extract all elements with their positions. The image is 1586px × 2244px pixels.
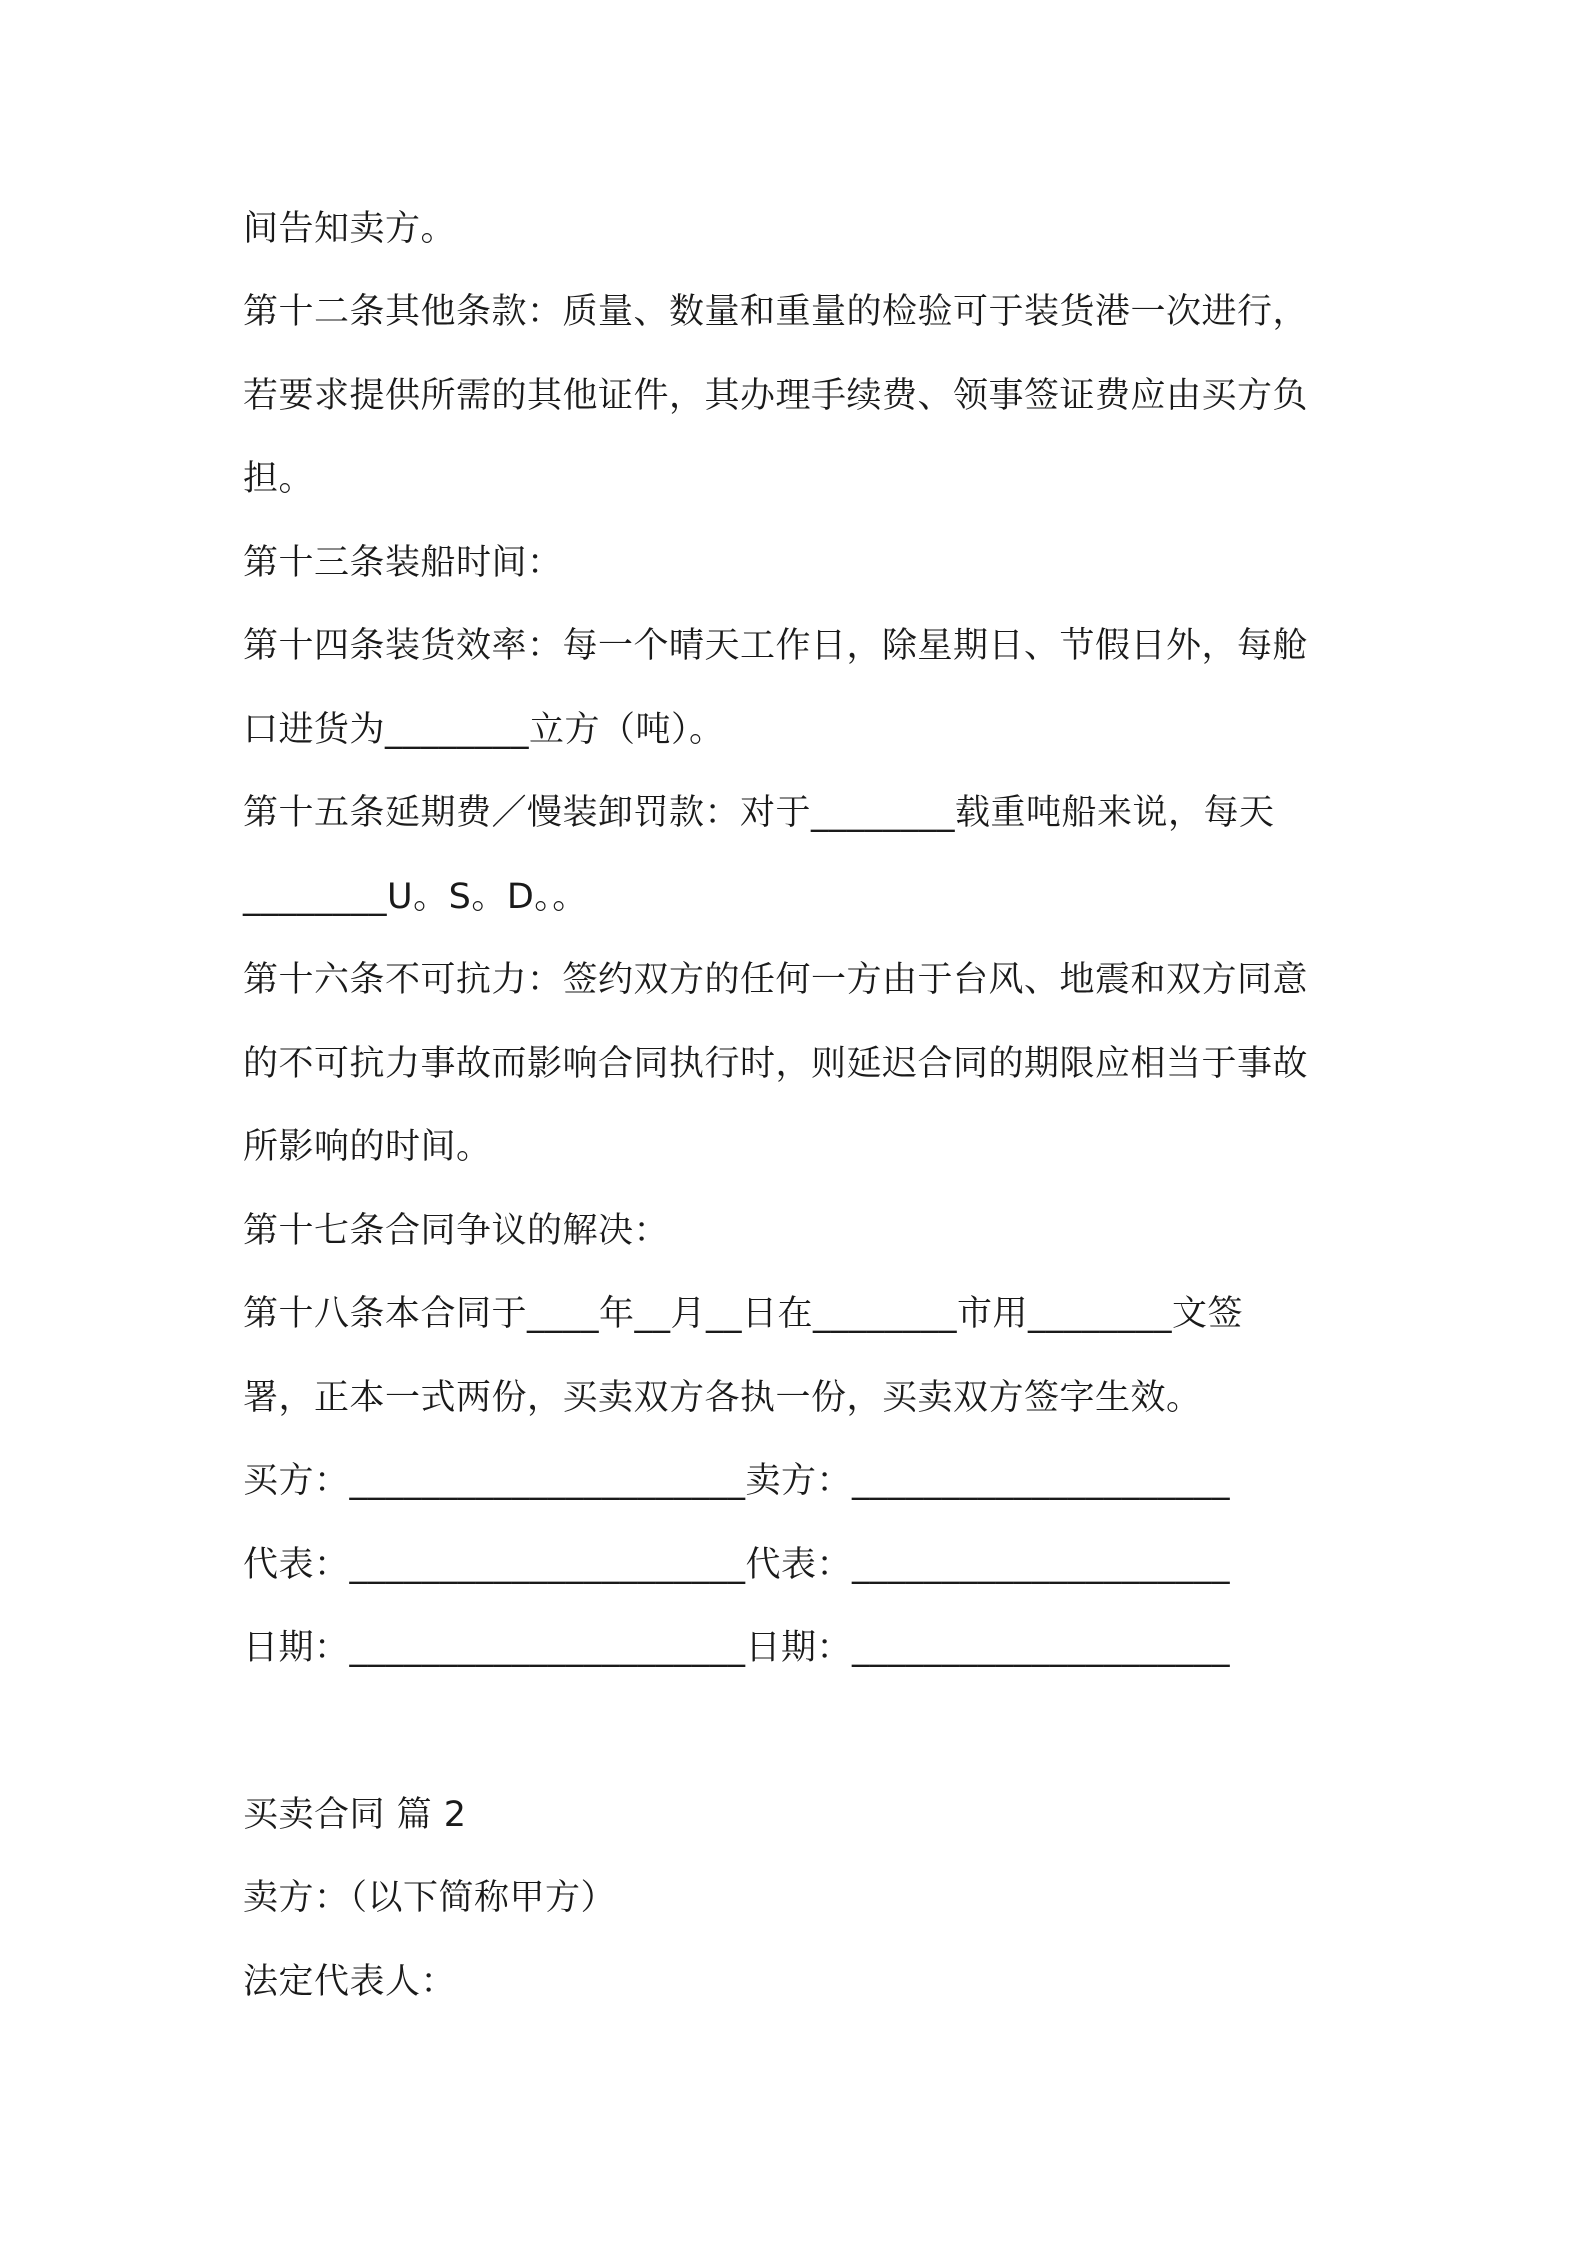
article-16-line-2: 的不可抗力事故而影响合同执行时，则延迟合同的期限应相当于事故 xyxy=(243,1044,1309,1084)
article-16-line-1: 第十六条不可抗力：签约双方的任何一方由于台风、地震和双方同意 xyxy=(243,960,1309,1000)
article-12-line-1: 第十二条其他条款：质量、数量和重量的检验可于装货港一次进行， xyxy=(243,292,1309,332)
article-15-line-2: ________U。S。D。。 xyxy=(243,877,588,917)
article-14-line-1: 第十四条装货效率：每一个晴天工作日，除星期日、节假日外，每舱 xyxy=(243,626,1309,666)
article-13: 第十三条装船时间： xyxy=(243,543,563,583)
article-18-line-2: 署，正本一式两份，买卖双方各执一份，买卖双方签字生效。 xyxy=(243,1378,1202,1418)
article-14-line-2: 口进货为________立方（吨）。 xyxy=(243,710,725,750)
signature-date: 日期：______________________日期：_____________________ xyxy=(243,1628,1231,1668)
text-line: 间告知卖方。 xyxy=(243,209,457,249)
legal-representative-line: 法定代表人： xyxy=(243,1962,457,2002)
signature-buyer-seller: 买方：______________________卖方：_____________________ xyxy=(243,1461,1231,1501)
article-18-line-1: 第十八条本合同于____年__月__日在________市用________文签 xyxy=(243,1294,1244,1334)
article-12-line-3: 担。 xyxy=(243,459,315,499)
seller-line: 卖方：（以下简称甲方） xyxy=(243,1878,617,1918)
article-12-line-2: 若要求提供所需的其他证件，其办理手续费、领事签证费应由买方负 xyxy=(243,376,1309,416)
article-15-line-1: 第十五条延期费／慢装卸罚款：对于________载重吨船来说，每天 xyxy=(243,793,1275,833)
signature-representative: 代表：______________________代表：_____________________ xyxy=(243,1545,1231,1585)
article-16-line-3: 所影响的时间。 xyxy=(243,1127,492,1167)
section-title: 买卖合同 篇 2 xyxy=(243,1795,467,1835)
article-17: 第十七条合同争议的解决： xyxy=(243,1211,670,1251)
